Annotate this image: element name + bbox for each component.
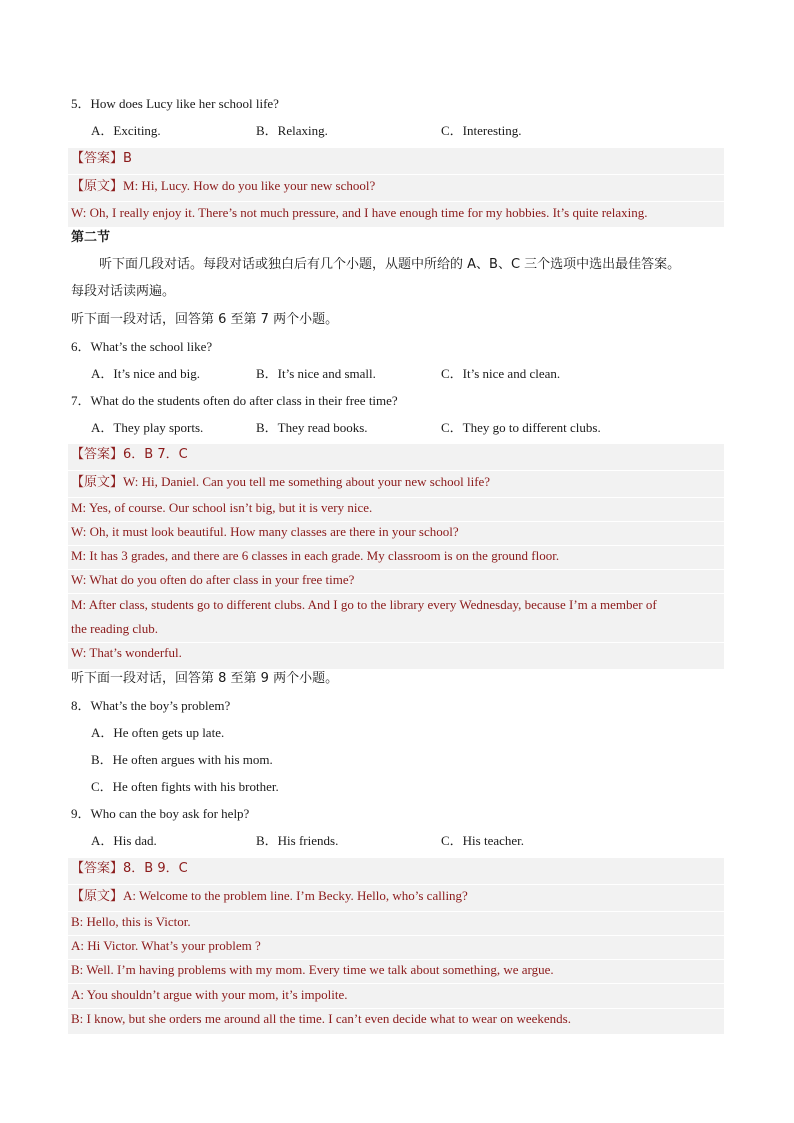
q8-option-a: A．He often gets up late.	[91, 725, 225, 740]
q6-option-a: A．It’s nice and big.	[91, 366, 201, 381]
answer-label: 【答案】8．B 9．C	[71, 861, 188, 876]
answer-label: 【答案】6．B 7．C	[71, 447, 188, 462]
transcript-line: M: After class, students go to different clubs. And I go to the library every Wednesday, because I’m a member of	[71, 597, 657, 612]
transcript-line: W: What do you often do after class in your free time?	[71, 572, 355, 587]
transcript-line: W: That’s wonderful.	[71, 645, 182, 660]
q5-option-c: C．Interesting.	[441, 123, 522, 138]
q7-option-c: C．They go to different clubs.	[441, 420, 601, 435]
q5-option-b: B．Relaxing.	[256, 123, 328, 138]
answer-label: 【答案】B	[71, 151, 132, 166]
q8-option-c: C．He often fights with his brother.	[91, 779, 279, 794]
transcript-line: M: It has 3 grades, and there are 6 classes in each grade. My classroom is on the ground floor.	[71, 548, 560, 563]
question-6: 6．What’s the school like?	[71, 339, 213, 354]
transcript-line: A: Hi Victor. What’s your problem ?	[71, 938, 261, 953]
q9-option-c: C．His teacher.	[441, 833, 525, 848]
transcript-line: B: Hello, this is Victor.	[71, 914, 191, 929]
answer-box-q8-q9	[68, 858, 724, 1034]
transcript-label: 【原文】	[71, 475, 124, 490]
transcript-line: 【原文】A: Welcome to the problem line. I’m Becky. Hello, who’s calling?	[71, 888, 468, 904]
dialog-intro: 听下面一段对话，回答第 6 至第 7 两个小题。	[71, 312, 339, 327]
q7-option-a: A．They play sports.	[91, 420, 204, 435]
transcript-label: 【原文】	[71, 889, 124, 904]
q5-option-a: A．Exciting.	[91, 123, 161, 138]
dialog-intro: 听下面一段对话，回答第 8 至第 9 两个小题。	[71, 671, 339, 686]
question-8: 8．What’s the boy’s problem?	[71, 698, 231, 713]
section-heading: 第二节	[71, 230, 111, 245]
transcript-line: the reading club.	[71, 621, 158, 636]
q9-option-a: A．His dad.	[91, 833, 157, 848]
transcript-line: 【原文】W: Hi, Daniel. Can you tell me something about your new school life?	[71, 474, 491, 490]
transcript-line: M: Yes, of course. Our school isn’t big, but it is very nice.	[71, 500, 373, 515]
answer-box-q6-q7	[68, 444, 724, 669]
question-7: 7．What do the students often do after class in their free time?	[71, 393, 398, 408]
q7-option-b: B．They read books.	[256, 420, 368, 435]
q6-option-b: B．It’s nice and small.	[256, 366, 376, 381]
section-instruction-cont: 每段对话读两遍。	[71, 284, 176, 299]
transcript-line: W: Oh, it must look beautiful. How many classes are there in your school?	[71, 524, 459, 539]
transcript-label: 【原文】	[71, 179, 124, 194]
transcript-line: B: Well. I’m having problems with my mom. Every time we talk about something, we argue.	[71, 962, 554, 977]
transcript-line: W: Oh, I really enjoy it. There’s not much pressure, and I have enough time for my hobbies. It’s quite relaxing.	[71, 205, 648, 220]
transcript-line: B: I know, but she orders me around all the time. I can’t even decide what to wear on weekends.	[71, 1011, 571, 1026]
transcript-line: 【原文】M: Hi, Lucy. How do you like your new school?	[71, 178, 376, 194]
question-9: 9．Who can the boy ask for help?	[71, 806, 250, 821]
transcript-line: A: You shouldn’t argue with your mom, it’s impolite.	[71, 987, 348, 1002]
answer-box-q5	[68, 148, 724, 227]
q6-option-c: C．It’s nice and clean.	[441, 366, 561, 381]
section-instruction: 听下面几段对话。每段对话或独白后有几个小题，从题中所给的 A、B、C 三个选项中选出最佳答案。	[99, 257, 681, 272]
question-5: 5．How does Lucy like her school life?	[71, 96, 279, 111]
q9-option-b: B．His friends.	[256, 833, 339, 848]
q8-option-b: B．He often argues with his mom.	[91, 752, 273, 767]
